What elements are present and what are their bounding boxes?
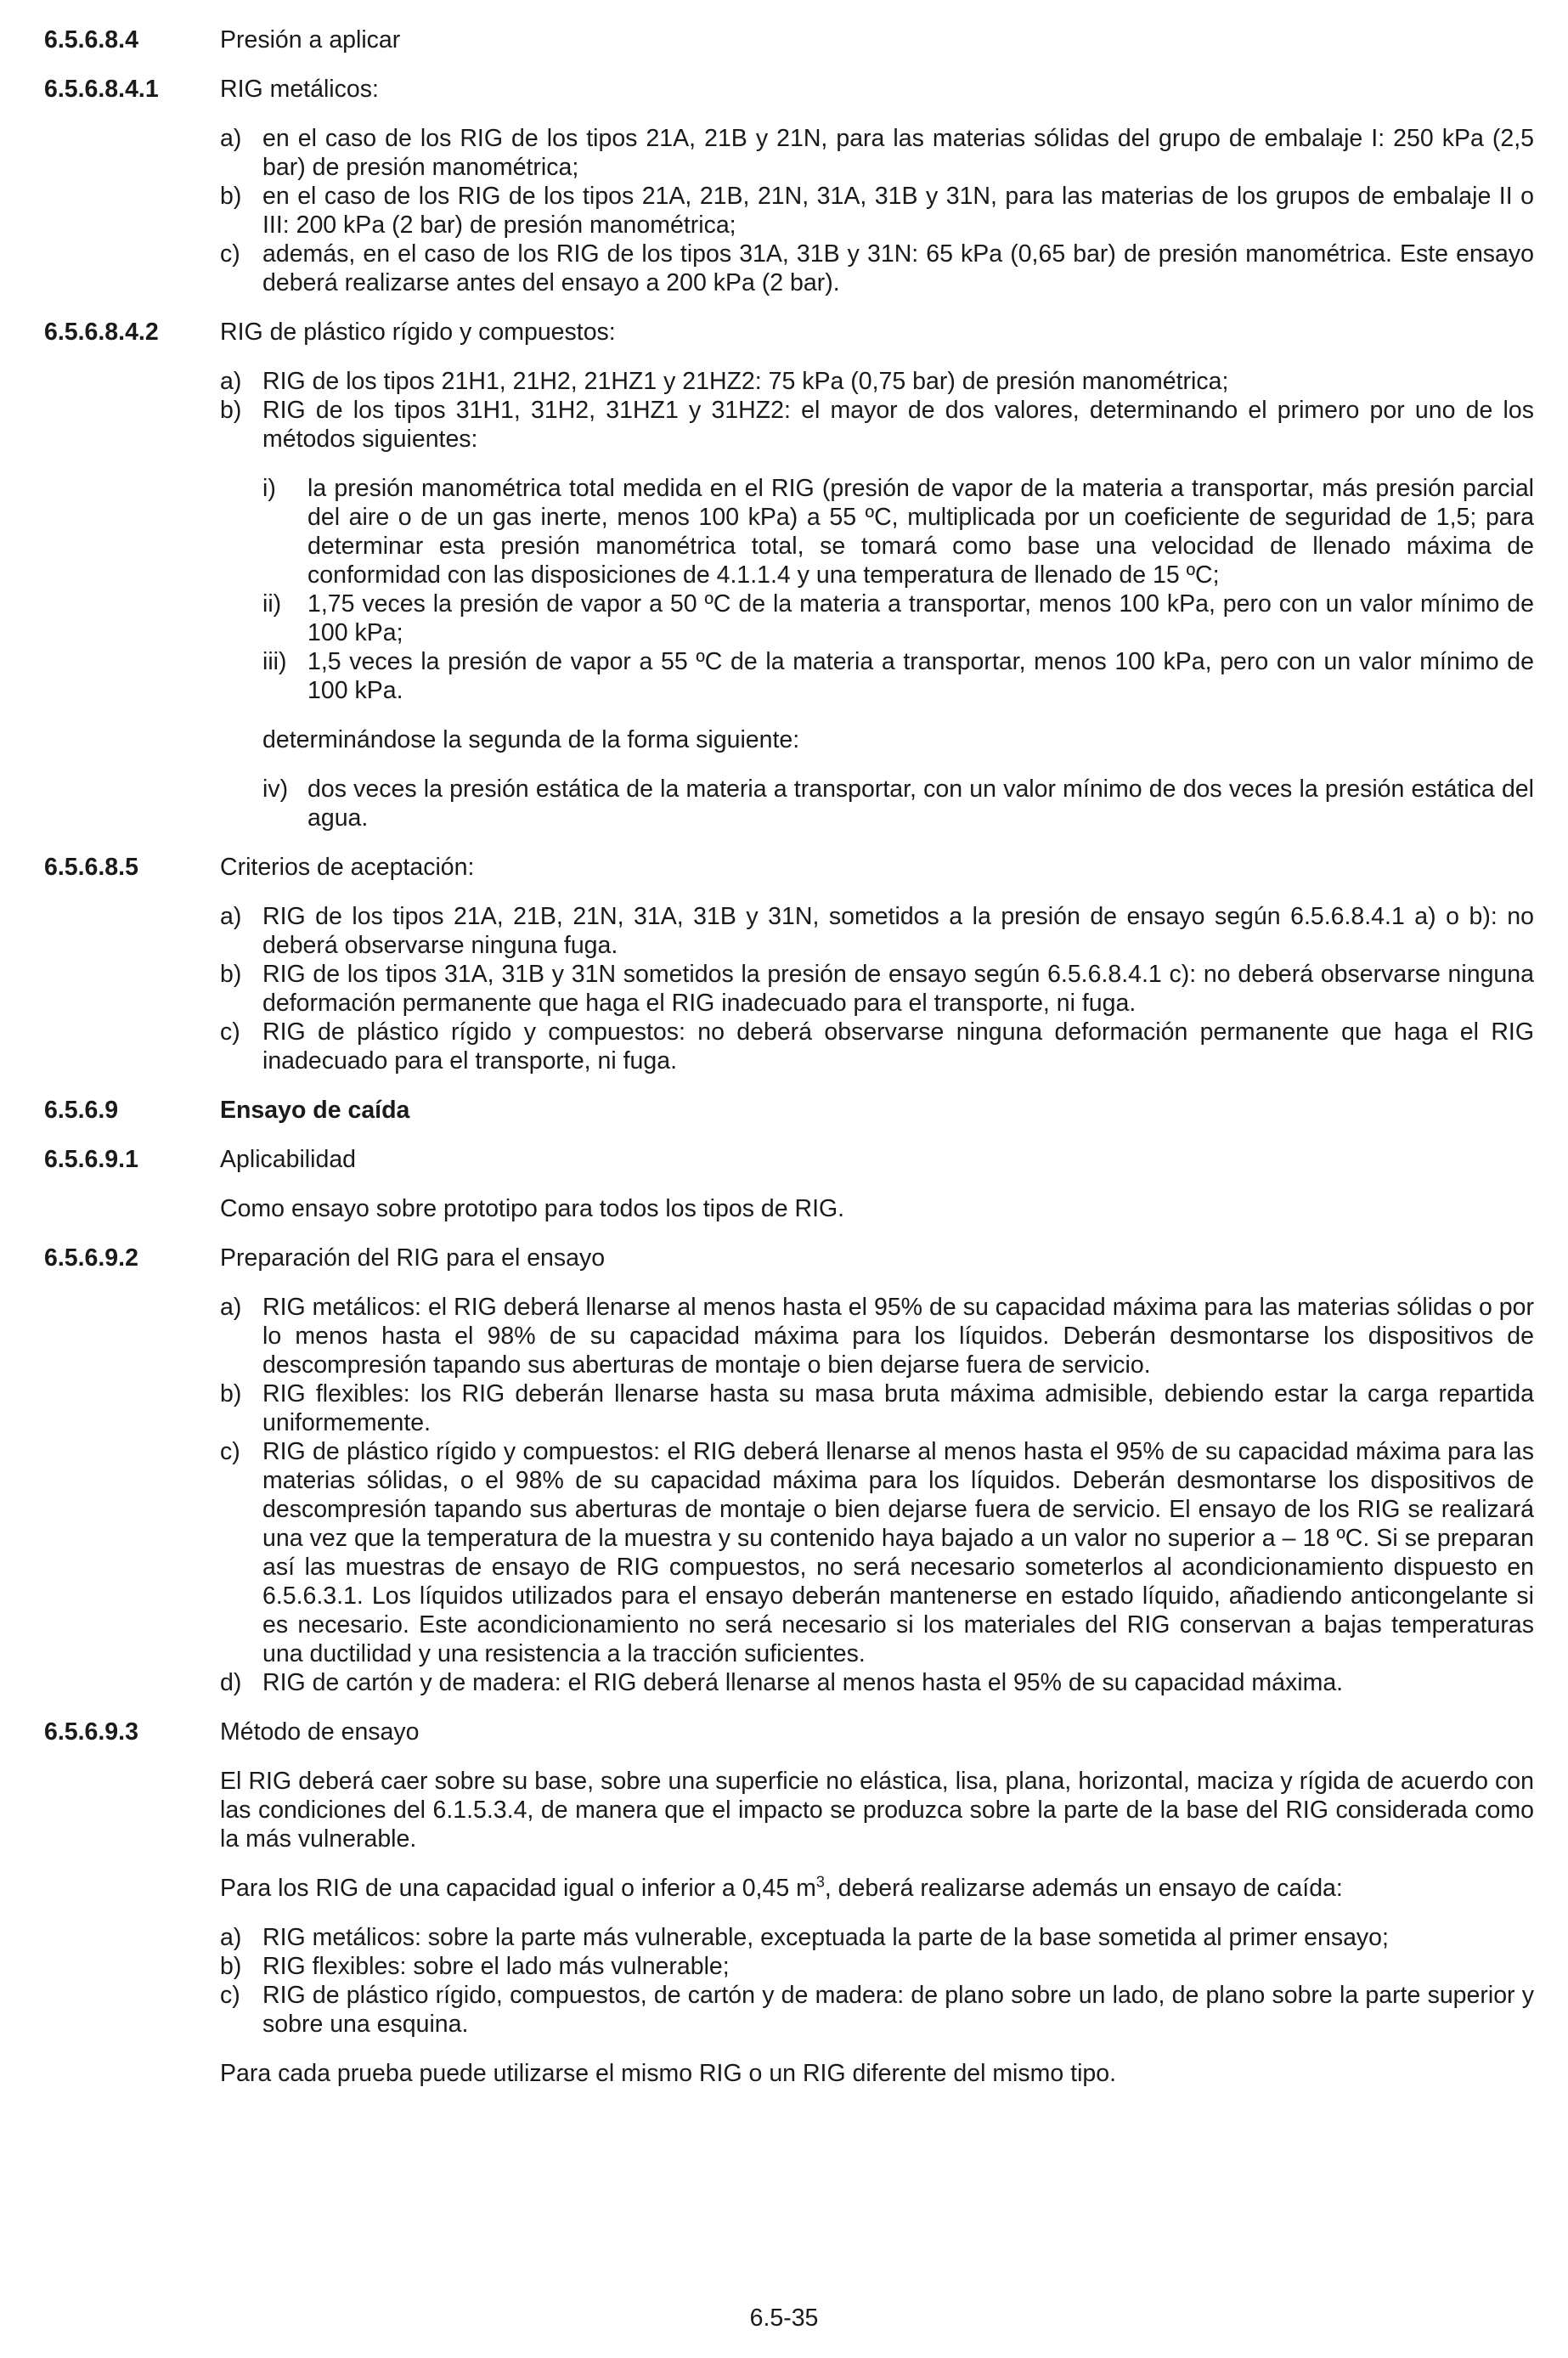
item-text: RIG flexibles: los RIG deberán llenarse hasta su masa bruta máxima admisible, debiendo estar la carga repartida uniformemente. — [262, 1380, 1534, 1436]
list-item — [220, 1668, 1534, 1697]
section-title: Presión a aplicar — [220, 26, 401, 54]
item-list — [44, 902, 1534, 1075]
item-label: a) — [220, 368, 242, 395]
item-label: a) — [220, 1294, 242, 1321]
paragraph: El RIG deberá caer sobre su base, sobre una superficie no elástica, lisa, plana, horizontal, maciza y rígida de acuerdo con las condiciones del 6.1.5.3.4, de manera que el impacto se produzca sobre la parte de la base del RIG considerada como la más vulnerable. — [220, 1768, 1534, 1853]
section-heading — [44, 1718, 1534, 1746]
section-number: 6.5.6.9.1 — [44, 1146, 138, 1173]
list-item — [220, 960, 1534, 1018]
item-text: RIG de los tipos 31A, 31B y 31N sometidos la presión de ensayo según 6.5.6.8.4.1 c): no deberá observarse ninguna deformación permanente que haga el RIG inadecuado para el transporte, ni fuga. — [262, 961, 1534, 1017]
paragraph-text: Para los RIG de una capacidad igual o inferior a 0,45 m — [220, 1875, 816, 1902]
item-text: dos veces la presión estática de la materia a transportar, con un valor mínimo de dos veces la presión estática del agua. — [307, 776, 1534, 832]
item-text: RIG metálicos: sobre la parte más vulnerable, exceptuada la parte de la base sometida al primer ensayo; — [262, 1924, 1389, 1951]
item-label: b) — [220, 183, 242, 210]
list-item — [220, 182, 1534, 240]
list-item — [220, 124, 1534, 182]
item-label: b) — [220, 961, 242, 988]
section-number: 6.5.6.8.4 — [44, 26, 138, 54]
section-heading — [44, 1096, 1534, 1125]
item-text: RIG de los tipos 31H1, 31H2, 31HZ1 y 31HZ2: el mayor de dos valores, determinando el primero por uno de los métodos siguientes: — [262, 397, 1534, 453]
paragraph-text: , deberá realizarse además un ensayo de caída: — [824, 1875, 1343, 1902]
section-heading — [44, 25, 1534, 54]
section-number: 6.5.6.8.4.2 — [44, 319, 159, 346]
section-heading — [44, 1244, 1534, 1272]
section-heading — [44, 318, 1534, 347]
item-label: iii) — [262, 648, 287, 675]
section-number: 6.5.6.8.5 — [44, 854, 138, 881]
item-label: i) — [262, 475, 276, 502]
item-label: a) — [220, 125, 242, 152]
item-list — [44, 124, 1534, 297]
list-item — [220, 1923, 1534, 1952]
item-label: ii) — [262, 590, 282, 618]
item-list — [44, 1293, 1534, 1697]
section-number: 6.5.6.9 — [44, 1097, 119, 1124]
item-label: d) — [220, 1669, 242, 1696]
list-item — [220, 1952, 1534, 1981]
item-list — [44, 1923, 1534, 2039]
sub-list-item — [262, 775, 1534, 832]
section-number: 6.5.6.9.3 — [44, 1718, 138, 1746]
item-text: RIG de plástico rígido y compuestos: no deberá observarse ninguna deformación permanente que haga el RIG inadecuado para el transporte, ni fuga. — [262, 1018, 1534, 1075]
item-text: la presión manométrica total medida en el RIG (presión de vapor de la materia a transportar, más presión parcial del aire o de un gas inerte, menos 100 kPa) a 55 ºC, multiplicada por un coeficiente de seguridad de 1,5; para determinar esta presión manométrica total, se tomará como base una velocidad de llenado máxima de conformidad con las disposiciones de 4.1.1.4 y una temperatura de llenado de 15 ºC; — [307, 475, 1534, 589]
item-text: RIG de plástico rígido y compuestos: el RIG deberá llenarse al menos hasta el 95% de su capacidad máxima para las materias sólidas, o el 98% de su capacidad máxima para los líquidos. Deberán desmontarse los dispositivos de descompresión tapando sus aberturas de montaje o bien dejarse fuera de servicio. El ensayo de los RIG se realizará una vez que la temperatura de la muestra y su contenido haya bajado a un valor no superior a – 18 ºC. Si se preparan así las muestras de ensayo de RIG compuestos, no será necesario someterlos al acondicionamiento dispuesto en 6.5.6.3.1. Los líquidos utilizados para el ensayo deberán mantenerse en estado líquido, añadiendo anticongelante si es necesario. Este acondicionamiento no será necesario si los materiales del RIG conservan a bajas temperaturas una ductilidad y una resistencia a la tracción suficientes. — [262, 1438, 1534, 1667]
section-number: 6.5.6.8.4.1 — [44, 76, 159, 103]
section-title: RIG metálicos: — [220, 76, 379, 103]
item-label: a) — [220, 903, 242, 930]
item-text: 1,75 veces la presión de vapor a 50 ºC de la materia a transportar, menos 100 kPa, pero con un valor mínimo de 100 kPa; — [307, 590, 1534, 646]
item-text: RIG de los tipos 21H1, 21H2, 21HZ1 y 21HZ2: 75 kPa (0,75 bar) de presión manométrica; — [262, 368, 1229, 395]
item-text: en el caso de los RIG de los tipos 21A, 21B y 21N, para las materias sólidas del grupo de embalaje I: 250 kPa (2,5 bar) de presión manométrica; — [262, 125, 1534, 181]
section-title: RIG de plástico rígido y compuestos: — [220, 319, 616, 346]
item-text: RIG flexibles: sobre el lado más vulnerable; — [262, 1953, 730, 1980]
list-item — [220, 1437, 1534, 1668]
list-item — [220, 902, 1534, 960]
sub-item-list — [44, 775, 1534, 832]
sub-list-item — [262, 590, 1534, 647]
item-list — [44, 367, 1534, 454]
paragraph: Para cada prueba puede utilizarse el mismo RIG o un RIG diferente del mismo tipo. — [220, 2060, 1117, 2087]
list-item — [220, 367, 1534, 396]
item-text: 1,5 veces la presión de vapor a 55 ºC de la materia a transportar, menos 100 kPa, pero con un valor mínimo de 100 kPa. — [307, 648, 1534, 704]
section-title: Método de ensayo — [220, 1718, 420, 1746]
list-item — [220, 240, 1534, 297]
section-title: Preparación del RIG para el ensayo — [220, 1244, 606, 1272]
list-item — [220, 1018, 1534, 1075]
paragraph: Como ensayo sobre prototipo para todos los tipos de RIG. — [220, 1195, 845, 1222]
item-text: además, en el caso de los RIG de los tipos 31A, 31B y 31N: 65 kPa (0,65 bar) de presión manométrica. Este ensayo deberá realizarse antes del ensayo a 200 kPa (2 bar). — [262, 240, 1534, 296]
list-item — [220, 396, 1534, 454]
item-text: RIG de los tipos 21A, 21B, 21N, 31A, 31B y 31N, sometidos a la presión de ensayo según 6.5.6.8.4.1 a) o b): no deberá observarse ninguna fuga. — [262, 903, 1534, 959]
item-text: RIG de plástico rígido, compuestos, de cartón y de madera: de plano sobre un lado, de plano sobre la parte superior y sobre una esquina. — [262, 1982, 1534, 2038]
item-text: en el caso de los RIG de los tipos 21A, 21B, 21N, 31A, 31B y 31N, para las materias de los grupos de embalaje II o III: 200 kPa (2 bar) de presión manométrica; — [262, 183, 1534, 239]
paragraph — [44, 1874, 1534, 1903]
section-heading — [44, 853, 1534, 882]
item-label: iv) — [262, 776, 289, 803]
sub-item-list — [44, 474, 1534, 705]
section-number: 6.5.6.9.2 — [44, 1244, 138, 1272]
sub-list-item — [262, 647, 1534, 705]
sub-list-item — [262, 474, 1534, 590]
list-item — [220, 1379, 1534, 1437]
item-label: c) — [220, 1018, 240, 1046]
item-label: b) — [220, 1953, 242, 1980]
section-title: Aplicabilidad — [220, 1146, 357, 1173]
item-label: c) — [220, 1438, 240, 1465]
section-heading — [44, 75, 1534, 104]
list-item — [220, 1293, 1534, 1379]
superscript: 3 — [815, 1873, 825, 1891]
item-label: b) — [220, 397, 242, 424]
item-label: a) — [220, 1924, 242, 1951]
item-text: RIG metálicos: el RIG deberá llenarse al menos hasta el 95% de su capacidad máxima para las materias sólidas o por lo menos hasta el 98% de su capacidad máxima para los líquidos. Deberán desmontarse los dispositivos de descompresión tapando sus aberturas de montaje o bien dejarse fuera de servicio. — [262, 1294, 1534, 1379]
page-number: 6.5-35 — [749, 2304, 819, 2332]
item-label: b) — [220, 1380, 242, 1407]
paragraph: determinándose la segunda de la forma siguiente: — [262, 726, 800, 753]
section-title: Ensayo de caída — [220, 1097, 410, 1124]
list-item — [220, 1981, 1534, 2039]
item-text: RIG de cartón y de madera: el RIG deberá llenarse al menos hasta el 95% de su capacidad máxima. — [262, 1669, 1344, 1696]
section-heading — [44, 1145, 1534, 1174]
item-label: c) — [220, 1982, 240, 2009]
item-label: c) — [220, 240, 240, 268]
section-title: Criterios de aceptación: — [220, 854, 475, 881]
